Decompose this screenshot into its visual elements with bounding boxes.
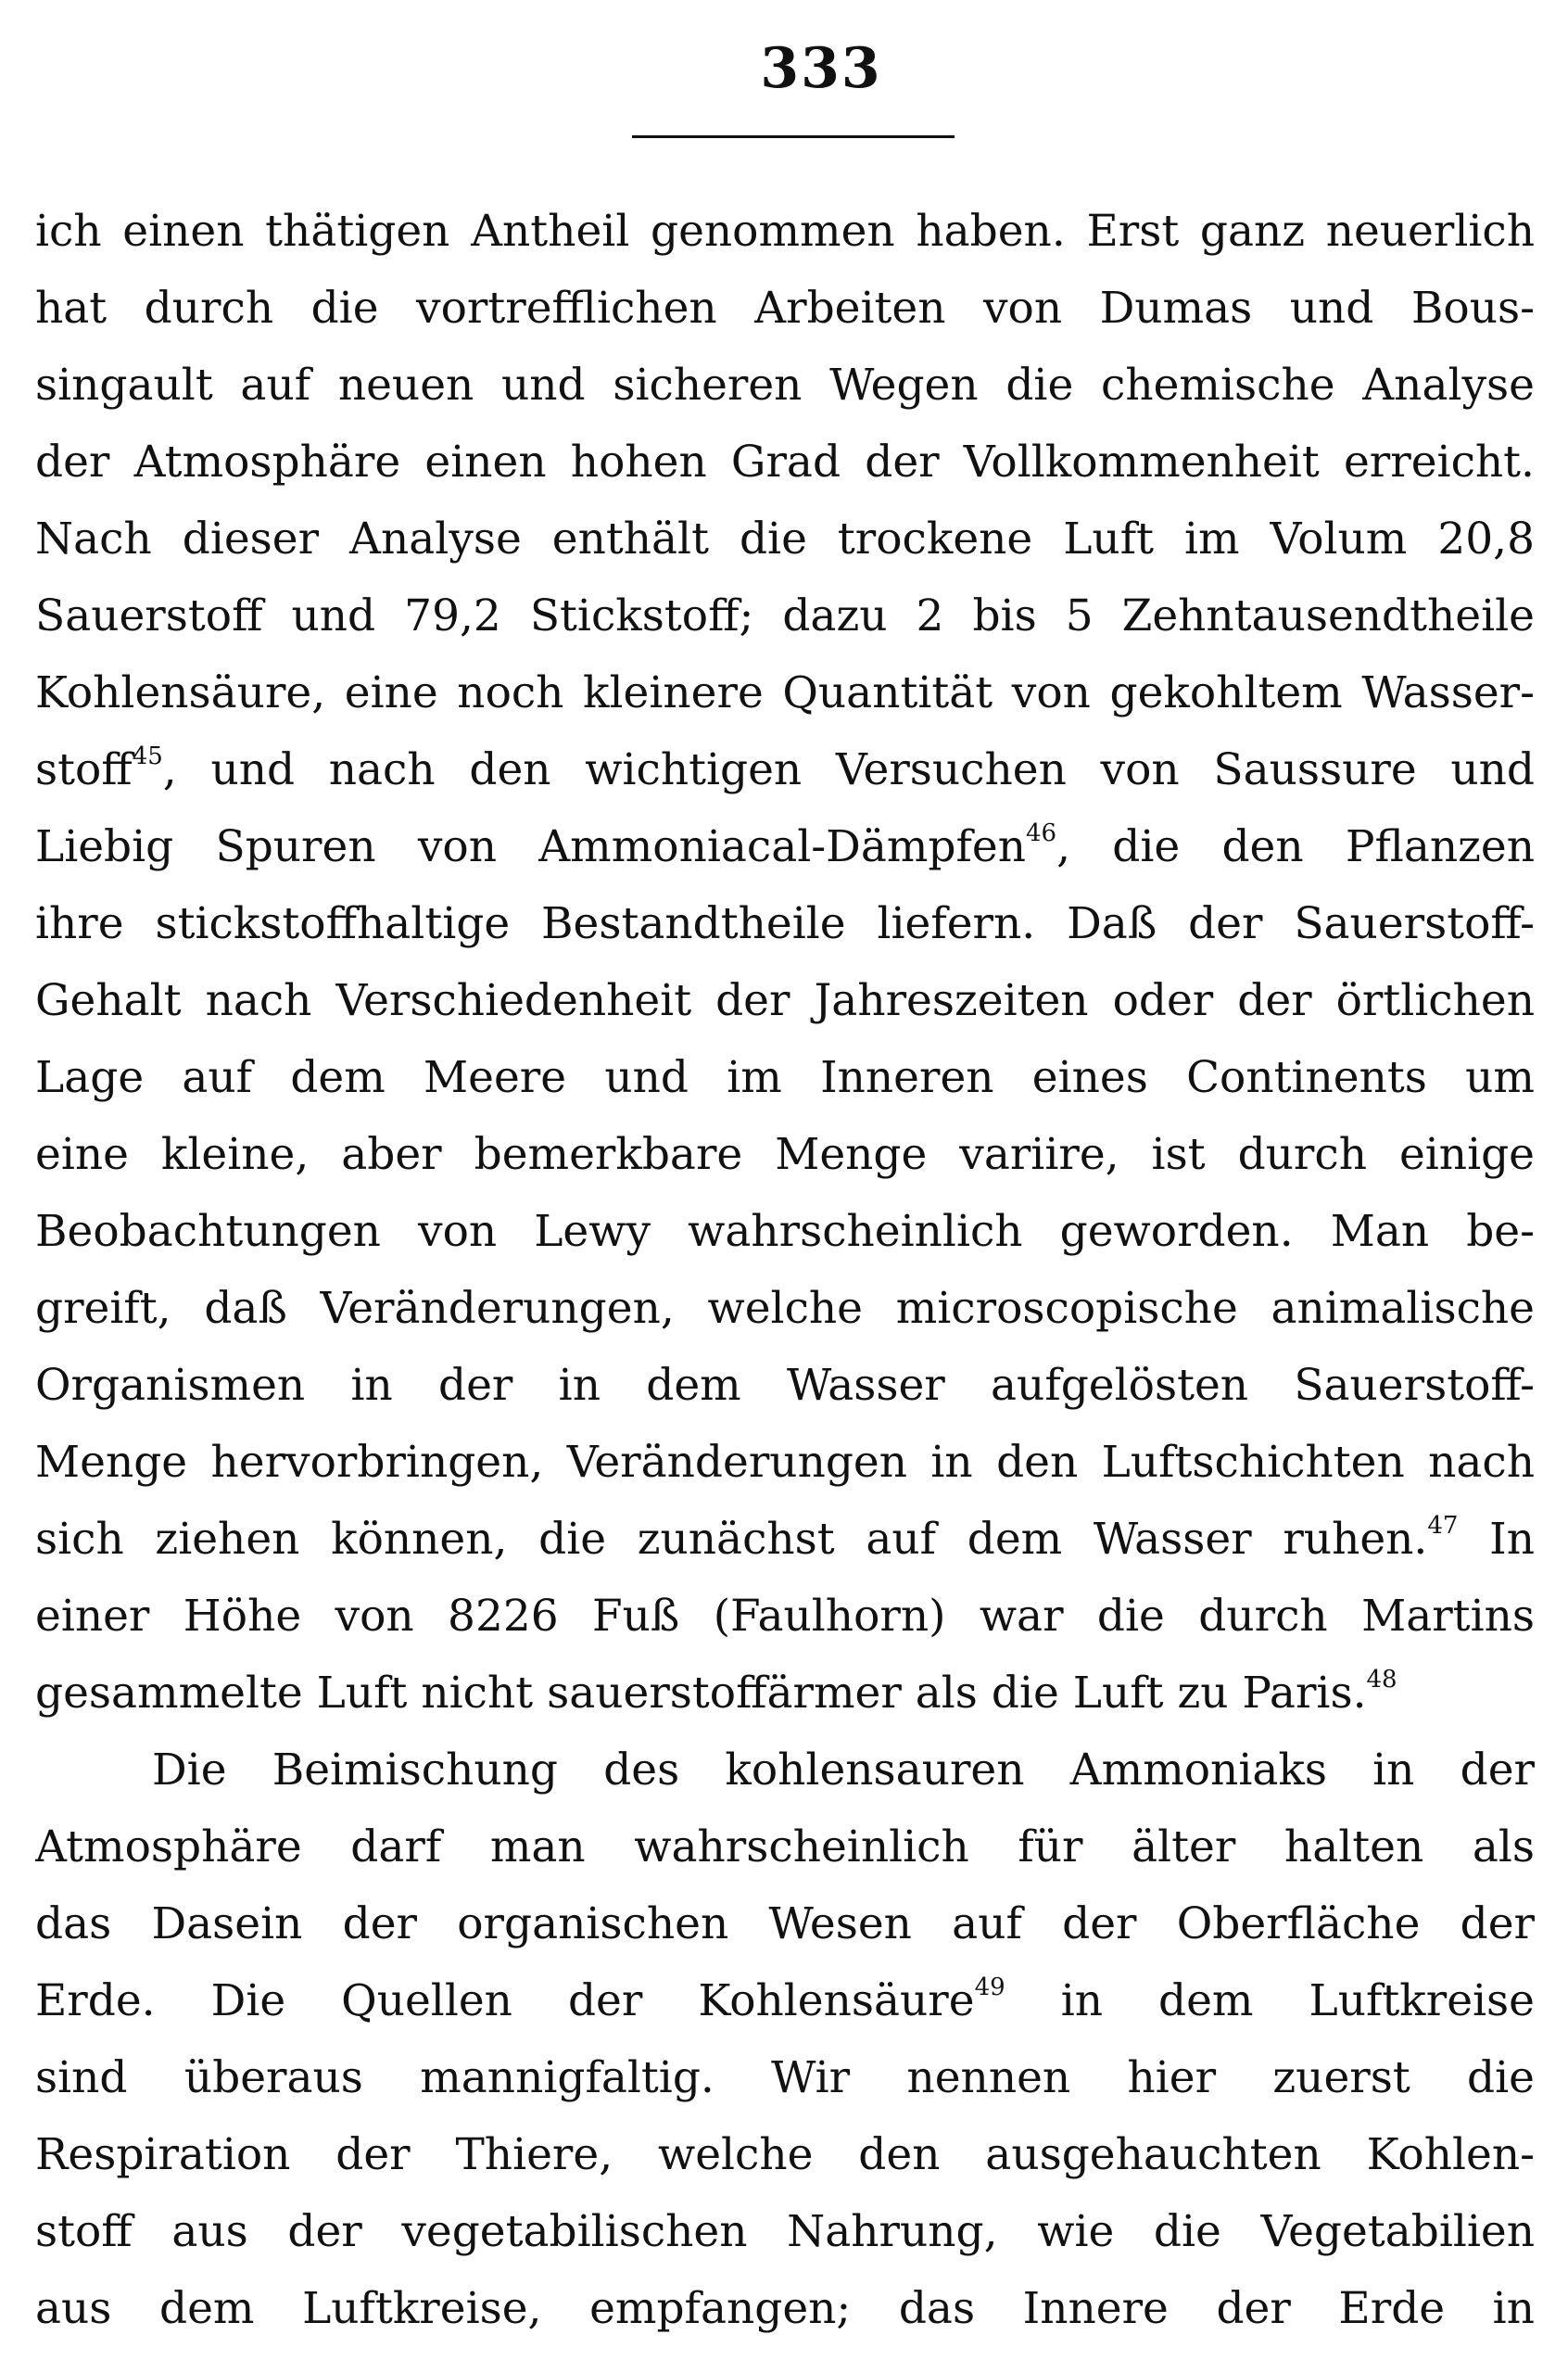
- text-line: aus dem Luftkreise, empfangen; das Innere der Erde in: [35, 2283, 1535, 2334]
- text-line: greift, daß Veränderungen, welche microscopische animalische: [35, 1283, 1535, 1334]
- paragraph-start-line: Die Beimischung des kohlensauren Ammoniaks in der: [152, 1745, 1535, 1796]
- text-line: singault auf neuen und sicheren Wegen die chemische Analyse: [35, 360, 1535, 411]
- text-line: sich ziehen können, die zunächst auf dem Wasser ruhen.$^{47}$ In: [35, 1512, 1535, 1565]
- text-line: Atmosphäre darf man wahrscheinlich für älter halten als: [35, 1821, 1535, 1872]
- text-line: Erde. Die Quellen der Kohlensäure$^{49}$ in dem Luftkreise: [35, 1973, 1535, 2026]
- text-line: Lage auf dem Meere und im Inneren eines Continents um: [35, 1052, 1535, 1103]
- text-line: das Dasein der organischen Wesen auf der Oberfläche der: [35, 1898, 1535, 1949]
- text-line: Sauerstoff und 79,2 Stickstoff; dazu 2 bis 5 Zehntausendtheile: [35, 590, 1535, 641]
- text-line: Respiration der Thiere, welche den ausgehauchten Kohlen-: [35, 2129, 1535, 2180]
- footnote-ref-45: 45: [132, 742, 163, 770]
- footnote-ref-48: 48: [1366, 1666, 1397, 1694]
- text-line: gesammelte Luft nicht sauerstoffärmer als die Luft zu Paris.$^{48}$: [35, 1666, 1397, 1719]
- text-line: sind überaus mannigfaltig. Wir nennen hier zuerst die: [35, 2052, 1535, 2103]
- footnote-ref-47: 47: [1427, 1512, 1459, 1540]
- text-line: einer Höhe von 8226 Fuß (Faulhorn) war die durch Martins: [35, 1591, 1535, 1642]
- footnote-ref-46: 46: [1026, 819, 1057, 847]
- footnote-ref-49: 49: [974, 1973, 1005, 2001]
- text-line: Organismen in der in dem Wasser aufgelösten Sauerstoff-: [35, 1360, 1535, 1411]
- text-line: ich einen thätigen Antheil genommen haben. Erst ganz neuerlich: [35, 206, 1535, 257]
- text-line: stoff$^{45}$, und nach den wichtigen Versuchen von Saussure und: [35, 742, 1535, 795]
- page-number: 333: [760, 36, 882, 101]
- text-line: Menge hervorbringen, Veränderungen in den Luftschichten nach: [35, 1437, 1535, 1488]
- body-text: [35, 193, 1535, 2347]
- text-line: eine kleine, aber bemerkbare Menge variire, ist durch einige: [35, 1129, 1535, 1180]
- text-line: Beobachtungen von Lewy wahrscheinlich geworden. Man be-: [35, 1206, 1535, 1257]
- text-line: Nach dieser Analyse enthält die trockene Luft im Volum 20,8: [35, 514, 1535, 565]
- text-line: Liebig Spuren von Ammoniacal-Dämpfen$^{46}$, die den Pflanzen: [35, 819, 1535, 872]
- text-line: hat durch die vortrefflichen Arbeiten von Dumas und Bous-: [35, 283, 1535, 334]
- text-line: ihre stickstoffhaltige Bestandtheile liefern. Daß der Sauerstoff-: [35, 898, 1535, 949]
- text-line: Gehalt nach Verschiedenheit der Jahreszeiten oder der örtlichen: [35, 975, 1535, 1026]
- text-line: der Atmosphäre einen hohen Grad der Vollkommenheit erreicht.: [35, 437, 1535, 488]
- header-rule: [632, 135, 955, 138]
- text-line: stoff aus der vegetabilischen Nahrung, wie die Vegetabilien: [35, 2206, 1535, 2257]
- text-line: Kohlensäure, eine noch kleinere Quantität von gekohltem Wasser-: [35, 667, 1535, 718]
